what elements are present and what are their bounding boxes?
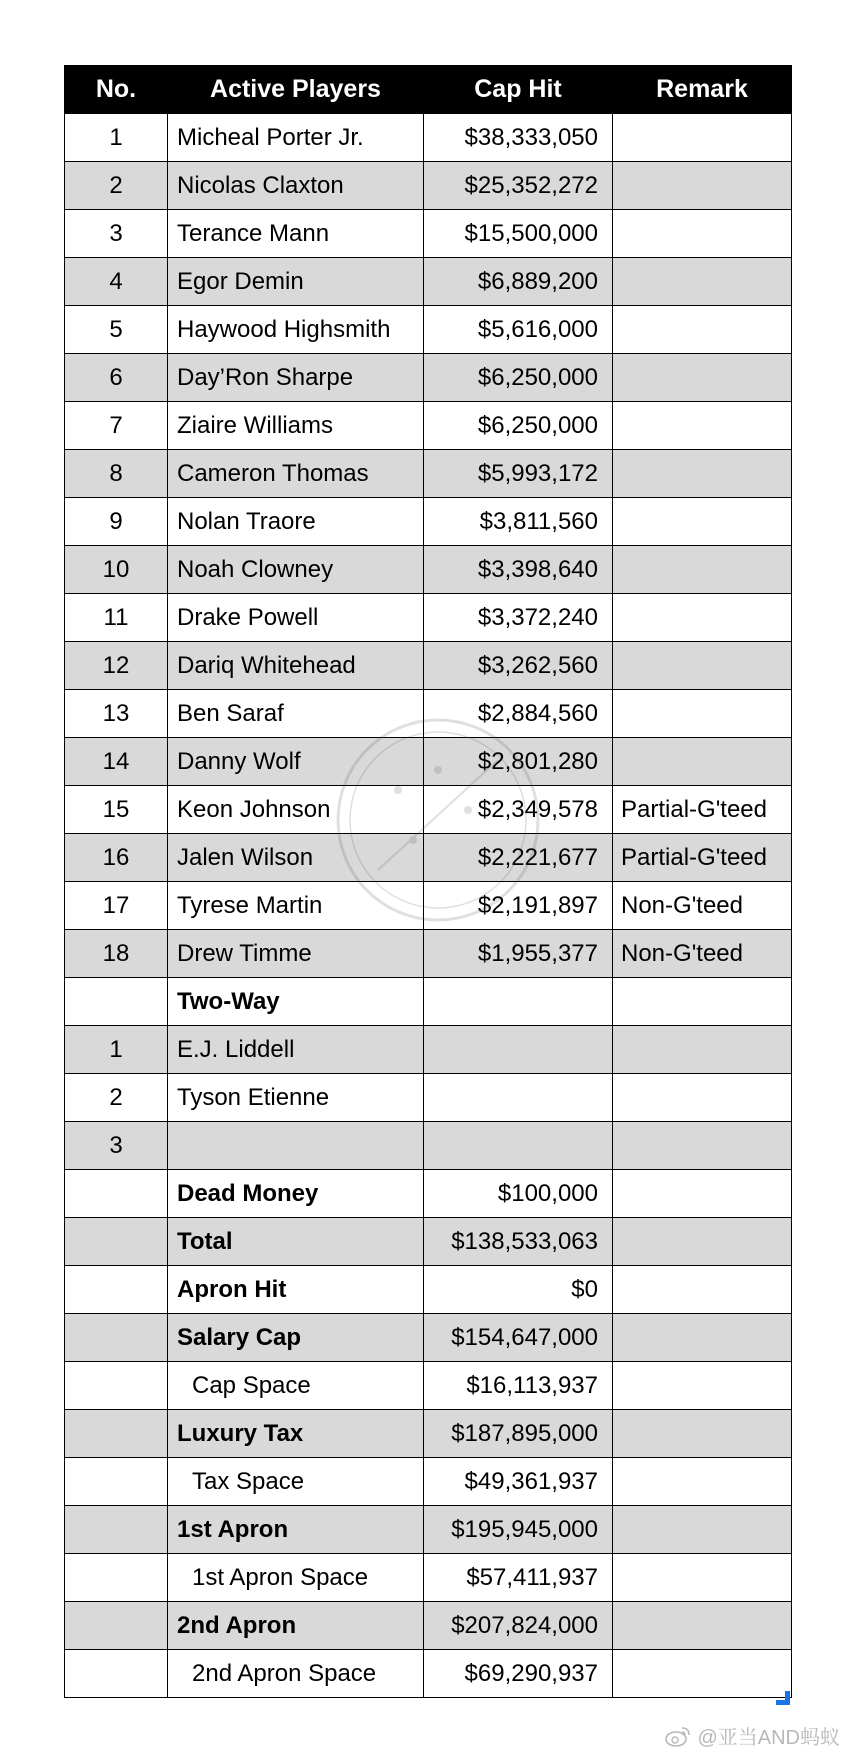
table-body — [65, 114, 792, 1698]
player-name[interactable]: Nicolas Claxton — [168, 162, 424, 210]
table-row — [65, 786, 792, 834]
remark[interactable]: Partial-G'teed — [613, 834, 792, 882]
cap-hit[interactable]: $2,221,677 — [424, 834, 613, 882]
fill-handle-icon[interactable] — [776, 1691, 790, 1705]
remark[interactable] — [613, 1122, 792, 1170]
cap-hit[interactable] — [424, 978, 613, 1026]
summary-value[interactable]: $187,895,000 — [424, 1410, 613, 1458]
summary-label[interactable]: Apron Hit — [168, 1266, 424, 1314]
player-name[interactable]: Tyson Etienne — [168, 1074, 424, 1122]
table-row — [65, 594, 792, 642]
cap-hit[interactable]: $5,993,172 — [424, 450, 613, 498]
summary-row — [65, 1314, 792, 1362]
table-row — [65, 642, 792, 690]
remark[interactable] — [613, 1458, 792, 1506]
remark[interactable] — [613, 402, 792, 450]
summary-value[interactable]: $195,945,000 — [424, 1506, 613, 1554]
table-row — [65, 690, 792, 738]
row-number[interactable] — [65, 1218, 168, 1266]
row-number[interactable]: 9 — [65, 498, 168, 546]
summary-row — [65, 1410, 792, 1458]
remark[interactable] — [613, 450, 792, 498]
row-number[interactable] — [65, 978, 168, 1026]
row-number[interactable] — [65, 1266, 168, 1314]
cap-hit[interactable]: $2,191,897 — [424, 882, 613, 930]
player-name[interactable]: Noah Clowney — [168, 546, 424, 594]
row-number[interactable]: 6 — [65, 354, 168, 402]
cap-hit[interactable] — [424, 1122, 613, 1170]
row-number[interactable]: 8 — [65, 450, 168, 498]
row-number[interactable]: 7 — [65, 402, 168, 450]
row-number[interactable] — [65, 1170, 168, 1218]
row-number[interactable]: 5 — [65, 306, 168, 354]
player-name[interactable]: Cameron Thomas — [168, 450, 424, 498]
remark[interactable] — [613, 738, 792, 786]
remark[interactable] — [613, 690, 792, 738]
remark[interactable] — [613, 498, 792, 546]
player-name[interactable]: Danny Wolf — [168, 738, 424, 786]
row-number[interactable]: 3 — [65, 210, 168, 258]
row-number[interactable] — [65, 1458, 168, 1506]
watermark — [665, 1721, 840, 1750]
row-number[interactable] — [65, 1554, 168, 1602]
cap-hit[interactable] — [424, 1026, 613, 1074]
row-number[interactable]: 17 — [65, 882, 168, 930]
summary-label[interactable]: 2nd Apron — [168, 1602, 424, 1650]
remark[interactable] — [613, 162, 792, 210]
cap-hit[interactable]: $25,352,272 — [424, 162, 613, 210]
summary-row — [65, 1218, 792, 1266]
cap-hit[interactable]: $2,801,280 — [424, 738, 613, 786]
remark[interactable] — [613, 978, 792, 1026]
player-name[interactable]: Terance Mann — [168, 210, 424, 258]
header-no[interactable]: No. — [65, 66, 168, 114]
remark[interactable] — [613, 1410, 792, 1458]
table-row — [65, 882, 792, 930]
row-number[interactable]: 14 — [65, 738, 168, 786]
row-number[interactable]: 2 — [65, 1074, 168, 1122]
row-number[interactable] — [65, 1506, 168, 1554]
player-name[interactable]: Dariq Whitehead — [168, 642, 424, 690]
remark[interactable] — [613, 210, 792, 258]
remark[interactable] — [613, 546, 792, 594]
cap-hit[interactable]: $6,250,000 — [424, 354, 613, 402]
table-row — [65, 354, 792, 402]
remark[interactable] — [613, 1218, 792, 1266]
weibo-icon — [665, 1725, 691, 1747]
table-row — [65, 306, 792, 354]
player-name[interactable]: Jalen Wilson — [168, 834, 424, 882]
cap-hit[interactable]: $1,955,377 — [424, 930, 613, 978]
row-number[interactable]: 1 — [65, 114, 168, 162]
table-row — [65, 834, 792, 882]
summary-value[interactable]: $0 — [424, 1266, 613, 1314]
remark[interactable] — [613, 1074, 792, 1122]
summary-label[interactable]: Cap Space — [168, 1362, 424, 1410]
summary-label[interactable]: 1st Apron — [168, 1506, 424, 1554]
row-number[interactable]: 13 — [65, 690, 168, 738]
player-name[interactable]: Micheal Porter Jr. — [168, 114, 424, 162]
row-number[interactable]: 16 — [65, 834, 168, 882]
summary-row — [65, 1506, 792, 1554]
remark[interactable] — [613, 354, 792, 402]
header-cap-hit[interactable]: Cap Hit — [424, 66, 613, 114]
summary-label[interactable]: 1st Apron Space — [168, 1554, 424, 1602]
table-row — [65, 258, 792, 306]
roster-table — [64, 65, 792, 1698]
remark[interactable] — [613, 1554, 792, 1602]
header-row — [65, 66, 792, 114]
player-name[interactable]: Nolan Traore — [168, 498, 424, 546]
two-way-label[interactable]: Two-Way — [168, 978, 424, 1026]
summary-row — [65, 1554, 792, 1602]
player-name[interactable]: Drake Powell — [168, 594, 424, 642]
remark[interactable]: Non-G'teed — [613, 930, 792, 978]
remark[interactable] — [613, 1506, 792, 1554]
summary-label[interactable]: Total — [168, 1218, 424, 1266]
cap-hit[interactable]: $38,333,050 — [424, 114, 613, 162]
table-row — [65, 1074, 792, 1122]
summary-label[interactable]: Salary Cap — [168, 1314, 424, 1362]
summary-row — [65, 1266, 792, 1314]
table-row — [65, 498, 792, 546]
row-number[interactable]: 3 — [65, 1122, 168, 1170]
player-name[interactable]: E.J. Liddell — [168, 1026, 424, 1074]
cap-hit[interactable]: $6,250,000 — [424, 402, 613, 450]
watermark-text: @亚当AND蚂蚁 — [697, 1727, 840, 1749]
remark[interactable] — [613, 1314, 792, 1362]
table-row — [65, 546, 792, 594]
summary-row — [65, 1458, 792, 1506]
remark[interactable]: Partial-G'teed — [613, 786, 792, 834]
table-row — [65, 1026, 792, 1074]
remark[interactable] — [613, 306, 792, 354]
remark[interactable] — [613, 258, 792, 306]
summary-value[interactable]: $57,411,937 — [424, 1554, 613, 1602]
remark[interactable] — [613, 1362, 792, 1410]
summary-row — [65, 1602, 792, 1650]
player-name[interactable]: Egor Demin — [168, 258, 424, 306]
row-number[interactable]: 10 — [65, 546, 168, 594]
remark[interactable] — [613, 642, 792, 690]
table-row — [65, 210, 792, 258]
cap-hit[interactable]: $2,884,560 — [424, 690, 613, 738]
row-number[interactable] — [65, 1314, 168, 1362]
player-name[interactable]: Ben Saraf — [168, 690, 424, 738]
remark[interactable] — [613, 1650, 792, 1698]
table-row — [65, 162, 792, 210]
player-name[interactable]: Keon Johnson — [168, 786, 424, 834]
remark[interactable]: Non-G'teed — [613, 882, 792, 930]
cap-hit[interactable]: $3,398,640 — [424, 546, 613, 594]
row-number[interactable] — [65, 1410, 168, 1458]
player-name[interactable]: Day’Ron Sharpe — [168, 354, 424, 402]
summary-value[interactable]: $100,000 — [424, 1170, 613, 1218]
cap-hit[interactable]: $15,500,000 — [424, 210, 613, 258]
table-row — [65, 114, 792, 162]
summary-label[interactable]: 2nd Apron Space — [168, 1650, 424, 1698]
header-remark[interactable]: Remark — [613, 66, 792, 114]
header-active-players[interactable]: Active Players — [168, 66, 424, 114]
player-name[interactable]: Ziaire Williams — [168, 402, 424, 450]
player-name[interactable] — [168, 1122, 424, 1170]
summary-value[interactable]: $154,647,000 — [424, 1314, 613, 1362]
table-row — [65, 402, 792, 450]
summary-row — [65, 1650, 792, 1698]
remark[interactable] — [613, 1266, 792, 1314]
summary-label[interactable]: Luxury Tax — [168, 1410, 424, 1458]
cap-hit[interactable]: $6,889,200 — [424, 258, 613, 306]
row-number[interactable]: 2 — [65, 162, 168, 210]
table-row — [65, 450, 792, 498]
row-number[interactable] — [65, 1602, 168, 1650]
row-number[interactable]: 11 — [65, 594, 168, 642]
summary-row — [65, 1362, 792, 1410]
row-number[interactable]: 1 — [65, 1026, 168, 1074]
row-number[interactable]: 18 — [65, 930, 168, 978]
table-row — [65, 930, 792, 978]
remark[interactable] — [613, 114, 792, 162]
summary-label[interactable]: Tax Space — [168, 1458, 424, 1506]
two-way-header-row — [65, 978, 792, 1026]
cap-hit[interactable]: $3,372,240 — [424, 594, 613, 642]
player-name[interactable]: Drew Timme — [168, 930, 424, 978]
row-number[interactable] — [65, 1362, 168, 1410]
summary-value[interactable]: $207,824,000 — [424, 1602, 613, 1650]
remark[interactable] — [613, 1602, 792, 1650]
summary-label[interactable]: Dead Money — [168, 1170, 424, 1218]
row-number[interactable]: 4 — [65, 258, 168, 306]
remark[interactable] — [613, 1170, 792, 1218]
cap-hit[interactable]: $2,349,578 — [424, 786, 613, 834]
player-name[interactable]: Tyrese Martin — [168, 882, 424, 930]
remark[interactable] — [613, 594, 792, 642]
row-number[interactable]: 15 — [65, 786, 168, 834]
cap-hit[interactable] — [424, 1074, 613, 1122]
row-number[interactable]: 12 — [65, 642, 168, 690]
summary-value[interactable]: $16,113,937 — [424, 1362, 613, 1410]
summary-value[interactable]: $49,361,937 — [424, 1458, 613, 1506]
player-name[interactable]: Haywood Highsmith — [168, 306, 424, 354]
summary-row — [65, 1170, 792, 1218]
row-number[interactable] — [65, 1650, 168, 1698]
cap-hit[interactable]: $3,811,560 — [424, 498, 613, 546]
summary-value[interactable]: $138,533,063 — [424, 1218, 613, 1266]
table-row — [65, 738, 792, 786]
cap-hit[interactable]: $5,616,000 — [424, 306, 613, 354]
remark[interactable] — [613, 1026, 792, 1074]
cap-hit[interactable]: $3,262,560 — [424, 642, 613, 690]
table-row — [65, 1122, 792, 1170]
summary-value[interactable]: $69,290,937 — [424, 1650, 613, 1698]
